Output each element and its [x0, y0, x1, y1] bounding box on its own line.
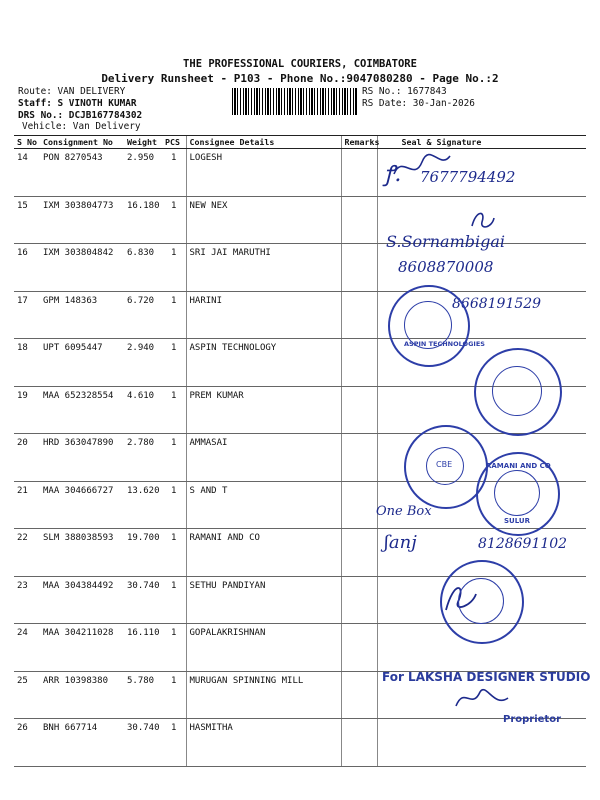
cell-signature — [377, 576, 586, 624]
cell-consignee: MURUGAN SPINNING MILL — [186, 671, 341, 719]
staff-label: Staff: S VINOTH KUMAR — [18, 98, 137, 109]
cell-consignment: IXM 303804773 — [40, 196, 124, 244]
col-pcs: PCS — [162, 136, 186, 149]
cell-remarks — [341, 624, 377, 672]
cell-weight: 30.740 — [124, 719, 162, 767]
cell-pcs: 1 — [162, 196, 186, 244]
cell-weight: 6.720 — [124, 291, 162, 339]
handwriting-row18-phone: 8668191529 — [452, 296, 542, 312]
cell-weight: 16.180 — [124, 196, 162, 244]
cell-remarks — [341, 576, 377, 624]
table-row — [14, 481, 586, 529]
barcode — [232, 88, 358, 115]
cell-consignee: ASPIN TECHNOLOGY — [186, 339, 341, 387]
cell-remarks — [341, 291, 377, 339]
handwriting-row16-name: S.Sornambigai — [386, 232, 505, 251]
cell-remarks — [341, 529, 377, 577]
cell-remarks — [341, 671, 377, 719]
handwriting-row16-phone: 8608870008 — [398, 258, 494, 276]
cell-consignment: BNH 667714 — [40, 719, 124, 767]
table-row — [14, 576, 586, 624]
cell-sno: 18 — [14, 339, 40, 387]
cell-weight: 2.780 — [124, 434, 162, 482]
cell-consignee: SRI JAI MARUTHI — [186, 244, 341, 292]
cell-pcs: 1 — [162, 339, 186, 387]
rs-date: RS Date: 30-Jan-2026 — [362, 98, 475, 109]
stamp-aspin-text: ASPIN TECHNOLOGIES — [404, 340, 485, 348]
signature-row14: ꝭ. — [384, 162, 402, 187]
cell-consignment: IXM 303804842 — [40, 244, 124, 292]
signature-row23: ʃanj — [384, 532, 417, 553]
handwriting-row22-note: One Box — [376, 504, 432, 519]
cell-consignee: GOPALAKRISHNAN — [186, 624, 341, 672]
cell-weight: 4.610 — [124, 386, 162, 434]
cell-signature — [377, 624, 586, 672]
cell-consignment: PON 8270543 — [40, 149, 124, 197]
stamp-ramani-city: SULUR — [504, 517, 531, 525]
cell-consignment: GPM 148363 — [40, 291, 124, 339]
cell-sno: 15 — [14, 196, 40, 244]
table-row — [14, 339, 586, 387]
table-row — [14, 386, 586, 434]
cell-remarks — [341, 719, 377, 767]
table-row — [14, 624, 586, 672]
cell-pcs: 1 — [162, 624, 186, 672]
table-row — [14, 529, 586, 577]
cell-consignment: UPT 6095447 — [40, 339, 124, 387]
cell-remarks — [341, 434, 377, 482]
cell-pcs: 1 — [162, 386, 186, 434]
cell-sno: 16 — [14, 244, 40, 292]
cell-sno: 26 — [14, 719, 40, 767]
cell-sno: 22 — [14, 529, 40, 577]
cell-pcs: 1 — [162, 481, 186, 529]
table-row — [14, 196, 586, 244]
cell-pcs: 1 — [162, 576, 186, 624]
table-row — [14, 434, 586, 482]
handwriting-row14-phone: 7677794492 — [420, 168, 516, 186]
cell-pcs: 1 — [162, 719, 186, 767]
col-signature: Seal & Signature — [377, 136, 586, 149]
signature-row24 — [440, 580, 480, 616]
cell-consignee: PREM KUMAR — [186, 386, 341, 434]
cell-consignee: SETHU PANDIYAN — [186, 576, 341, 624]
cell-sno: 25 — [14, 671, 40, 719]
cell-consignee: S AND T — [186, 481, 341, 529]
cell-consignee: RAMANI AND CO — [186, 529, 341, 577]
cell-pcs: 1 — [162, 529, 186, 577]
cell-remarks — [341, 481, 377, 529]
col-consignment: Consignment No — [40, 136, 124, 149]
cell-weight: 2.940 — [124, 339, 162, 387]
col-sno: S No — [14, 136, 40, 149]
table-row — [14, 719, 586, 767]
cell-consignment: MAA 652328554 — [40, 386, 124, 434]
cell-signature — [377, 291, 586, 339]
col-weight: Weight — [124, 136, 162, 149]
cell-remarks — [341, 244, 377, 292]
cell-sno: 23 — [14, 576, 40, 624]
table-header — [14, 136, 586, 149]
cell-remarks — [341, 386, 377, 434]
cell-sno: 24 — [14, 624, 40, 672]
col-remarks: Remarks — [341, 136, 377, 149]
signature-proprietor — [452, 680, 512, 714]
cell-consignment: MAA 304384492 — [40, 576, 124, 624]
cell-remarks — [341, 196, 377, 244]
handwriting-row23-phone: 8128691102 — [478, 536, 568, 552]
cell-consignment: ARR 10398380 — [40, 671, 124, 719]
cell-signature — [377, 244, 586, 292]
cell-signature — [377, 386, 586, 434]
runsheet-subtitle: Delivery Runsheet - P103 - Phone No.:9047080280 - Page No.:2 — [101, 72, 499, 85]
cell-remarks — [341, 339, 377, 387]
cell-sno: 14 — [14, 149, 40, 197]
cell-weight: 2.950 — [124, 149, 162, 197]
cell-pcs: 1 — [162, 671, 186, 719]
cell-weight: 6.830 — [124, 244, 162, 292]
cell-weight: 30.740 — [124, 576, 162, 624]
cell-signature — [377, 481, 586, 529]
cell-sno: 20 — [14, 434, 40, 482]
cell-consignee: HASMITHA — [186, 719, 341, 767]
cell-remarks — [341, 149, 377, 197]
stamp-cbe-text: CBE — [436, 460, 453, 469]
cell-consignee: AMMASAI — [186, 434, 341, 482]
cell-weight: 13.620 — [124, 481, 162, 529]
drs-label: DRS No.: DCJB167784302 — [18, 110, 143, 121]
table-row — [14, 244, 586, 292]
cell-sno: 21 — [14, 481, 40, 529]
cell-signature — [377, 529, 586, 577]
cell-pcs: 1 — [162, 149, 186, 197]
cell-consignee: LOGESH — [186, 149, 341, 197]
cell-sno: 19 — [14, 386, 40, 434]
company-title: THE PROFESSIONAL COURIERS, COIMBATORE — [183, 58, 417, 70]
cell-consignment: MAA 304666727 — [40, 481, 124, 529]
footer-studio: For LAKSHA DESIGNER STUDIO — [382, 670, 591, 684]
cell-consignee: HARINI — [186, 291, 341, 339]
cell-consignment: HRD 363047890 — [40, 434, 124, 482]
cell-signature — [377, 434, 586, 482]
rs-number: RS No.: 1677843 — [362, 86, 447, 97]
cell-consignee: NEW NEX — [186, 196, 341, 244]
cell-weight: 5.780 — [124, 671, 162, 719]
cell-pcs: 1 — [162, 291, 186, 339]
cell-consignment: MAA 304211028 — [40, 624, 124, 672]
footer-proprietor: Proprietor — [503, 714, 562, 725]
cell-pcs: 1 — [162, 434, 186, 482]
table-row — [14, 149, 586, 197]
cell-weight: 19.700 — [124, 529, 162, 577]
signature-scribble-row14 — [392, 152, 452, 182]
route-label: Route: VAN DELIVERY — [18, 86, 126, 97]
vehicle-label: Vehicle: Van Delivery — [22, 121, 141, 132]
cell-signature — [377, 719, 586, 767]
table-row — [14, 291, 586, 339]
signature-row15 — [468, 208, 498, 232]
col-consignee: Consignee Details — [186, 136, 341, 149]
stamp-ramani-text: RAMANI AND CO — [486, 462, 551, 470]
cell-consignment: SLM 388038593 — [40, 529, 124, 577]
cell-pcs: 1 — [162, 244, 186, 292]
cell-weight: 16.110 — [124, 624, 162, 672]
cell-sno: 17 — [14, 291, 40, 339]
